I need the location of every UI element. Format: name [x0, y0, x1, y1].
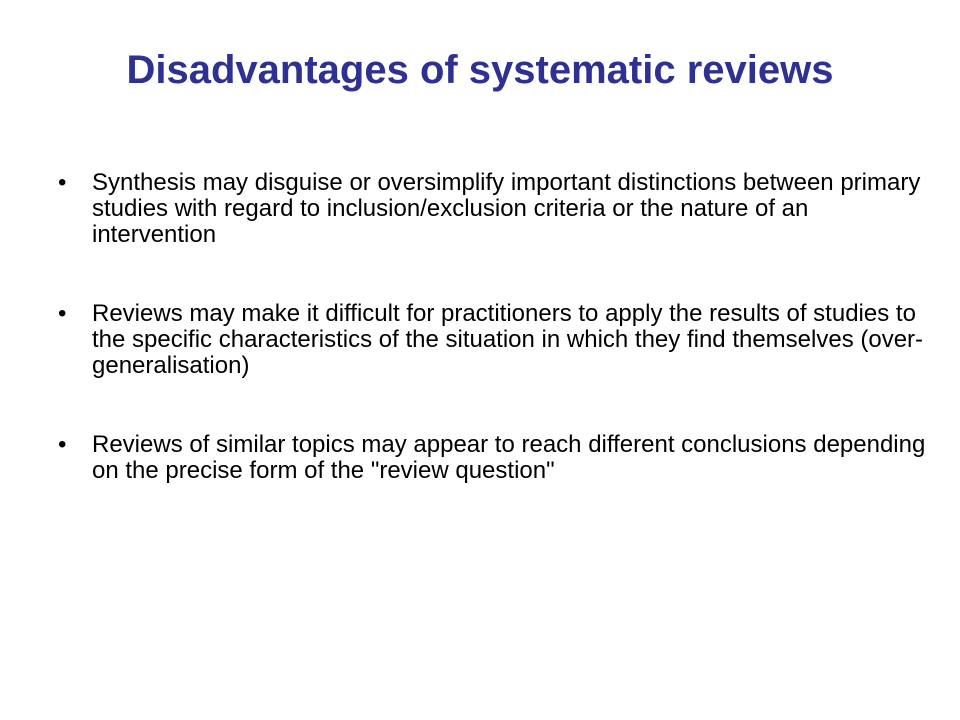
bullet-text: Reviews may make it difficult for practitioners to apply the results of studies to the specific characteristics of the situation in which they find themselves (over-generalisation): [92, 300, 924, 379]
bullet-dot-icon: •: [58, 169, 67, 196]
bullet-dot-icon: •: [58, 300, 67, 327]
bullet-item: [58, 301, 928, 379]
bullet-item: [58, 170, 928, 248]
bullet-text: Synthesis may disguise or oversimplify important distinctions between primary studies with regard to inclusion/exclusion criteria or the nature of an intervention: [92, 169, 921, 248]
slide-title: Disadvantages of systematic reviews: [126, 48, 834, 92]
bullet-text: Reviews of similar topics may appear to reach different conclusions depending on the precise form of the "review question": [92, 431, 926, 484]
bullet-item: [58, 432, 928, 484]
bullet-list: [58, 170, 928, 484]
bullet-dot-icon: •: [58, 431, 67, 458]
